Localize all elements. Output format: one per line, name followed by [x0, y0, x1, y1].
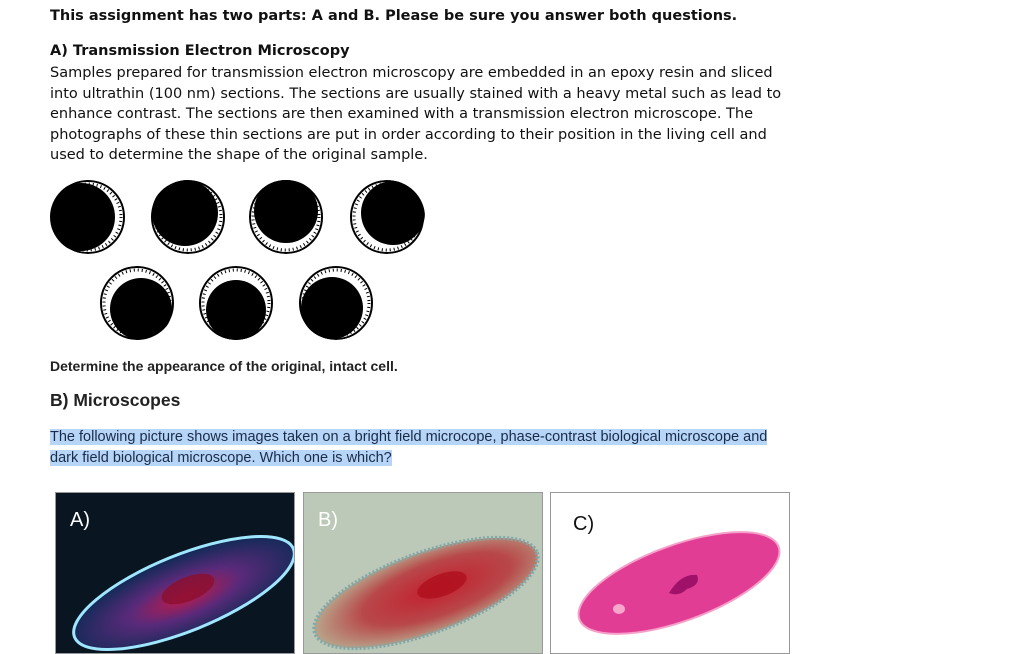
assignment-intro: This assignment has two parts: A and B. Please be sure you answer both questions.	[50, 8, 738, 24]
tem-section-2	[150, 180, 226, 254]
part-a-question: Determine the appearance of the original, intact cell.	[50, 358, 398, 374]
part-b-paragraph	[50, 427, 790, 469]
microscope-panel-c	[550, 492, 790, 654]
microscope-panel-b	[303, 492, 543, 654]
highlighted-text: The following picture shows images taken on a bright field microcope, phase-contrast biological microscope and dark field biological microscope. Which one is which?	[50, 429, 768, 466]
tem-section-7	[298, 266, 374, 340]
part-a-heading: A) Transmission Electron Microscopy	[50, 43, 350, 59]
microscope-panel-a	[55, 492, 295, 654]
panel-c-label: C)	[573, 513, 595, 535]
part-a-paragraph: Samples prepared for transmission electron microscopy are embedded in an epoxy resin and sliced into ultrathin (100 nm) sections. The sections are usually stained with a heavy metal such as lead to enhance contrast. The sections are then examined with a transmission electron microscope. The photographs of these thin sections are put in order according to their position in the living cell and used to determine the shape of the original sample.	[50, 65, 782, 163]
tem-section-4	[349, 180, 425, 254]
tem-section-3	[248, 180, 324, 254]
part-b-heading: B) Microscopes	[50, 390, 181, 410]
tem-section-1	[50, 180, 126, 254]
panel-a-label: A)	[70, 509, 90, 531]
panel-b-label: B)	[318, 509, 338, 531]
tem-section-5	[99, 266, 175, 340]
tem-section-6	[198, 266, 274, 340]
